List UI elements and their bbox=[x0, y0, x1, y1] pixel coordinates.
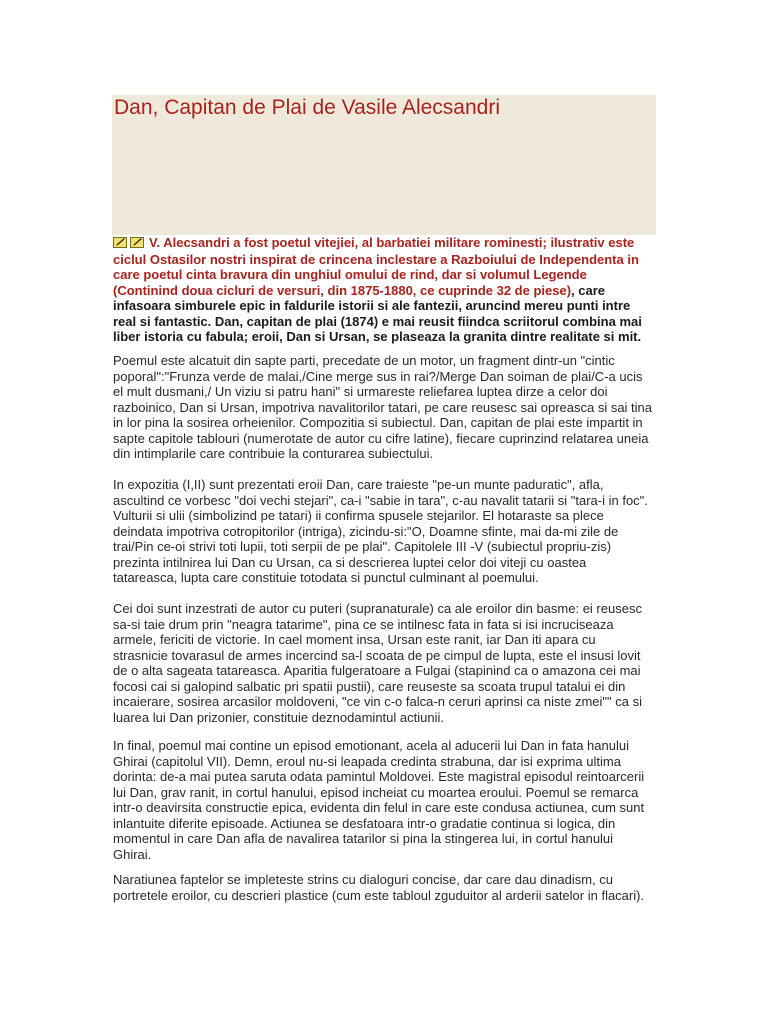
pencil-icon bbox=[113, 237, 127, 248]
pencil-icon bbox=[130, 237, 144, 248]
body-paragraph: Poemul este alcatuit din sapte parti, precedate de un motor, un fragment dintr-un "cintic poporal":"Frunza verde de malai,/Cine merge sus in rai?/Merge Dan soiman de plai/C-a ucis el mult dusmani,/ Un viziu si patru hani" si urmareste reliefarea luptea dirze a celor doi razboinico, Dan si Ursan, impotriva navalitorilor tatari, pe care reusesc sai opreasca si sai tina in lor pina la sosirea orheienilor. Compozitia si subiectul. Dan, capitan de plai este impartit in sapte capitole tablouri (numerotate de autor cu cifre latine), fiecare cuprinzind relatarea uneia din intimplarile care contribuie la conturarea subiectului. bbox=[113, 353, 653, 461]
inline-icons bbox=[113, 236, 147, 252]
body-paragraph: In final, poemul mai contine un episod emotionant, acela al aducerii lui Dan in fata hanului Ghirai (capitolul VII). Demn, eroul nu-si leapada credinta strabuna, dar isi exprima ultima dorinta: de-a mai putea saruta odata pamintul Moldovei. Este magistral episodul reintoarcerii lui Dan, grav ranit, in cortul hanului, episod incheiat cu moartea eroului. Poemul se remarca intr-o deavirsita constructie epica, evidenta din felul in care este condusa actiunea, cum sunt inlantuite diferite episoade. Actiunea se desfatoara intr-o gradatie continua si logica, din momentul in care Dan afla de navalirea tatarilor si pina la stingerea lui, in cortul hanului Ghirai. bbox=[113, 738, 645, 862]
intro-highlight-text: V. Alecsandri a fost poetul vitejiei, al barbatiei militare rominesti; ilustrativ este ciclul Ostasilor nostri inspirat de crincena inclestare a Razboiului de Independenta in care poetul cinta bravura din unghiul omului de rind, dar si volumul Legende (Continind doua cicluri de versuri, din 1875-1880, ce cuprinde 32 de piese) bbox=[113, 235, 639, 298]
body-paragraph: Cei doi sunt inzestrati de autor cu puteri (supranaturale) ca ale eroilor din basme: ei reusesc sa-si taie drum prin "neagra tatarime", pina ce se intilnesc fata in fata si isi incruciseaza armele, fericiti de victorie. In cael moment insa, Ursan este ranit, iar Dan iti apara cu strasnicie tovarasul de armes incercind sa-l scoata de pe cimpul de lupta, este el insusi lovit de o alta sageata tatareasca. Aparitia fulgeratoare a Fulgai (stapinind ca o amazona cei mai focosi cai si galopind salbatic pri spatii pustii), care reuseste sa scoata trupul tatalui ei din incaierare, sosirea arcasilor moldoveni, "ce vin c-o falca-n ceruri aprinsi ca niste zmei"" ca si luarea lui Dan prizonier, constituie deznodamintul actiunii. bbox=[113, 601, 642, 725]
intro-text: , care infasoara simburele epic in faldurile istorii si ale fantezii, aruncind mereu punti intre real si fantastic. Dan, capitan de plai (1874) e mai reusit fiindca scriitorul combina mai liber istoria cu fabula; eroii, Dan si Ursan, se plaseaza la granita dintre realitate si mit. bbox=[113, 282, 642, 344]
intro-paragraph bbox=[113, 235, 653, 345]
body-paragraph: Naratiunea faptelor se impleteste strins cu dialoguri concise, dar care dau dinadism, cu portretele eroilor, cu descrieri plastice (cum este tabloul zguduitor al arderii satelor in flacari). bbox=[113, 872, 645, 903]
page-title: Dan, Capitan de Plai de Vasile Alecsandri bbox=[114, 96, 501, 119]
body-paragraph: In expozitia (I,II) sunt prezentati eroii Dan, care traieste "pe-un munte paduratic", afla, ascultind ce vorbesc "doi vechi stejari", ca-i "sabie in tara", c-au navalit tatarii si "tara-i in foc". Vulturii si ulii (simbolizind pe tatari) ii confirma spusele stejarilor. El hotaraste sa plece deindata impotriva cotropitorilor (intriga), zicindu-si:"O, Doamne sfinte, mai da-mi zile de trai/Pin ce-oi strivi toti lupii, toti serpii de pe plai". Capitolele III -V (subiectul propriu-zis) prezinta intilnirea lui Dan cu Ursan, ca si descrierea luptei celor doi viteji cu oastea tatareasca, lupta care constituie totodata si punctul culminant al poemului. bbox=[113, 477, 648, 585]
